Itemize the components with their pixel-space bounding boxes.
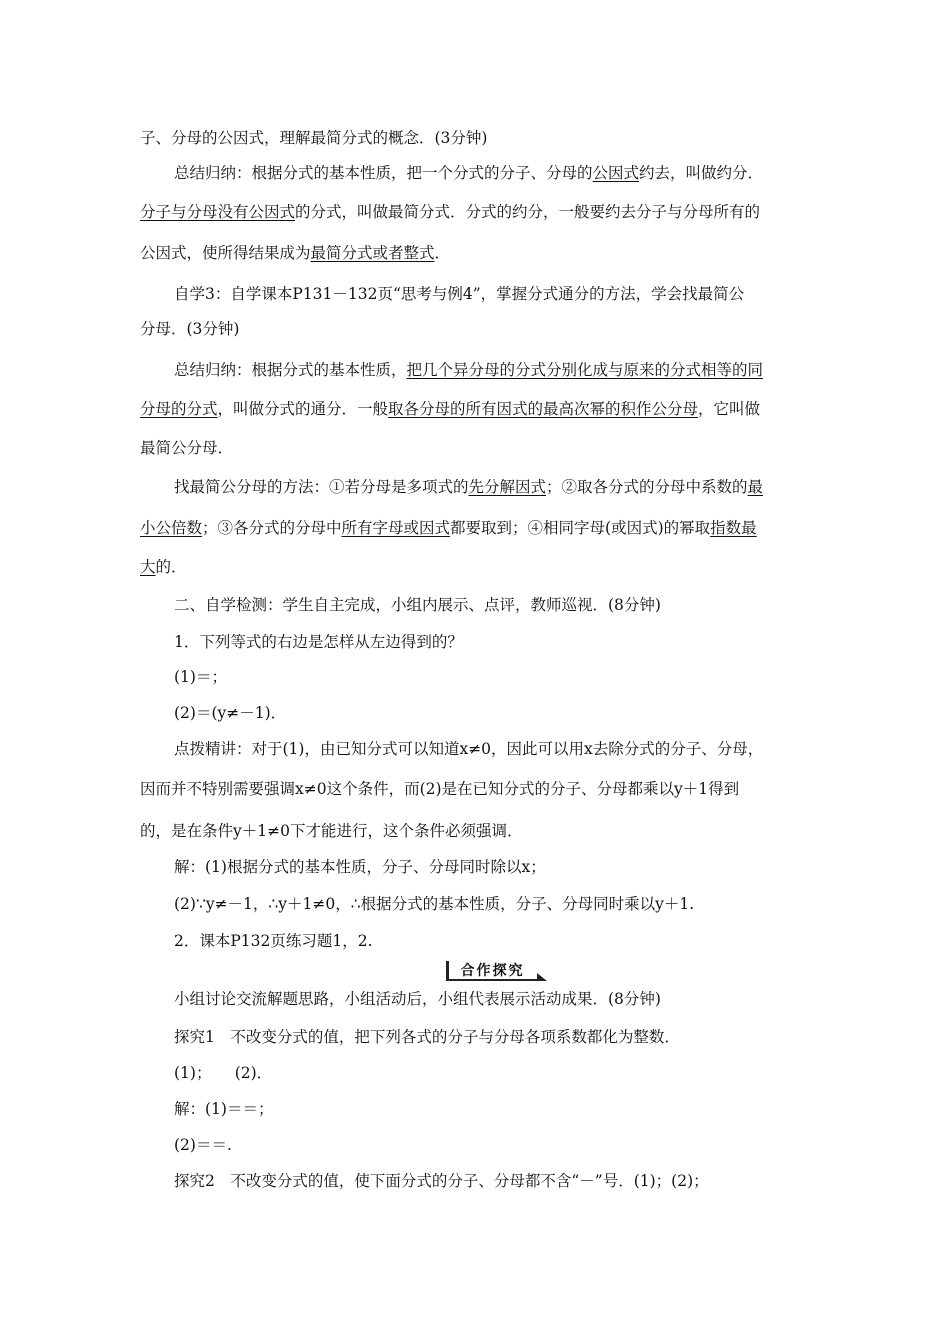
text-segment: 总结归纳：根据分式的基本性质，: [174, 361, 407, 379]
text-segment: 解：(1)＝＝；: [174, 1100, 274, 1118]
text-line: [174, 666, 854, 688]
underlined-answer: 最简分式或者整式: [310, 244, 435, 262]
text-line: [174, 1170, 854, 1192]
text-segment: (1)＝；: [174, 668, 227, 686]
text-line: [140, 318, 820, 340]
text-line: [174, 988, 854, 1010]
text-segment: 都要取到；④相同字母(或因式)的幂取: [450, 519, 711, 537]
text-segment: 2．课本P132页练习题1，2.: [174, 932, 373, 950]
underlined-answer: 所有字母或因式: [341, 519, 451, 537]
text-line: [174, 930, 854, 952]
text-segment: 找最简公分母的方法：①若分母是多项式的: [174, 478, 469, 496]
text-segment: 探究1 不改变分式的值，把下列各式的分子与分母各项系数都化为整数．: [174, 1028, 680, 1046]
underlined-answer: 分母的分式: [140, 400, 218, 418]
underlined-answer: 分子与分母没有公因式: [140, 203, 296, 221]
text-segment: ，叫做分式的通分．一般: [217, 400, 389, 418]
underlined-answer: 公因式: [592, 164, 640, 182]
underlined-answer: 把几个异分母的分式分别化成与原来的分式相等的同: [406, 361, 764, 379]
text-line: [140, 778, 820, 800]
text-line: [140, 556, 820, 578]
text-line: [140, 398, 820, 420]
text-segment: ；③各分式的分母中: [202, 519, 342, 537]
text-line: [174, 893, 854, 915]
text-segment: 的．: [155, 558, 187, 576]
section-banner: [440, 960, 542, 982]
text-line: [174, 738, 854, 760]
text-segment: 因而并不特别需要强调x≠0这个条件，而(2)是在已知分式的分子、分母都乘以y＋1得到: [140, 780, 740, 798]
text-segment: 探究2 不改变分式的值，使下面分式的分子、分母都不含“－”号．(1)；(2)；: [174, 1172, 709, 1190]
text-line: [140, 820, 820, 842]
text-segment: 的，是在条件y＋1≠0下才能进行，这个条件必须强调．: [140, 822, 523, 840]
underlined-answer: 小公倍数: [140, 519, 203, 537]
underlined-answer: 最: [747, 478, 764, 496]
text-line: [174, 283, 854, 305]
underlined-answer: 大: [140, 558, 156, 576]
text-segment: 的分式，叫做最简分式．分式的约分，一般要约去分子与分母所有的: [295, 203, 761, 221]
text-segment: ；②取各分式的分母中系数的: [546, 478, 748, 496]
text-line: [140, 242, 820, 264]
underlined-answer: 先分解因式: [468, 478, 547, 496]
text-line: [174, 1026, 854, 1048]
text-line: [174, 856, 854, 878]
text-segment: 解：(1)根据分式的基本性质，分子、分母同时除以x；: [174, 858, 546, 876]
text-segment: 公因式，使所得结果成为: [140, 244, 311, 262]
text-line: [140, 127, 820, 149]
text-segment: (2)＝(y≠－1)．: [174, 704, 287, 722]
text-line: [174, 359, 854, 381]
text-segment: 1．下列等式的右边是怎样从左边得到的？: [174, 633, 463, 651]
text-segment: ，它叫做: [698, 400, 761, 418]
text-segment: (1)； (2)．: [174, 1064, 273, 1082]
text-line: [174, 1134, 854, 1156]
text-line: [174, 1062, 854, 1084]
text-line: [140, 517, 820, 539]
text-line: [140, 437, 820, 459]
text-segment: 约去，叫做约分．: [639, 164, 764, 182]
banner-label: 合作探究: [446, 961, 537, 981]
text-segment: (2)∵y≠－1，∴y＋1≠0，∴根据分式的基本性质，分子、分母同时乘以y＋1.: [174, 895, 695, 913]
text-segment: 自学3：自学课本P131－132页“思考与例4”，掌握分式通分的方法，学会找最简公: [174, 285, 745, 303]
text-line: [174, 162, 854, 184]
text-segment: 子、分母的公因式，理解最简分式的概念．(3分钟): [140, 129, 488, 147]
text-line: [174, 702, 854, 724]
text-line: [140, 201, 820, 223]
text-segment: 分母．(3分钟): [140, 320, 240, 338]
text-segment: 总结归纳：根据分式的基本性质，把一个分式的分子、分母的: [174, 164, 593, 182]
text-line: [174, 631, 854, 653]
text-segment: ．: [434, 244, 451, 262]
text-segment: 小组讨论交流解题思路，小组活动后，小组代表展示活动成果．(8分钟): [174, 990, 661, 1008]
text-segment: 二、自学检测：学生自主完成，小组内展示、点评，教师巡视．(8分钟): [174, 596, 661, 614]
text-segment: 点拨精讲：对于(1)，由已知分式可以知道x≠0，因此可以用x去除分式的分子、分母，: [174, 740, 764, 758]
text-line: [174, 594, 854, 616]
text-line: [174, 1098, 854, 1120]
text-line: [174, 476, 854, 498]
text-segment: 最简公分母．: [140, 439, 234, 457]
underlined-answer: 取各分母的所有因式的最高次幂的积作公分母: [388, 400, 699, 418]
text-segment: (2)＝＝.: [174, 1136, 232, 1154]
underlined-answer: 指数最: [710, 519, 757, 537]
